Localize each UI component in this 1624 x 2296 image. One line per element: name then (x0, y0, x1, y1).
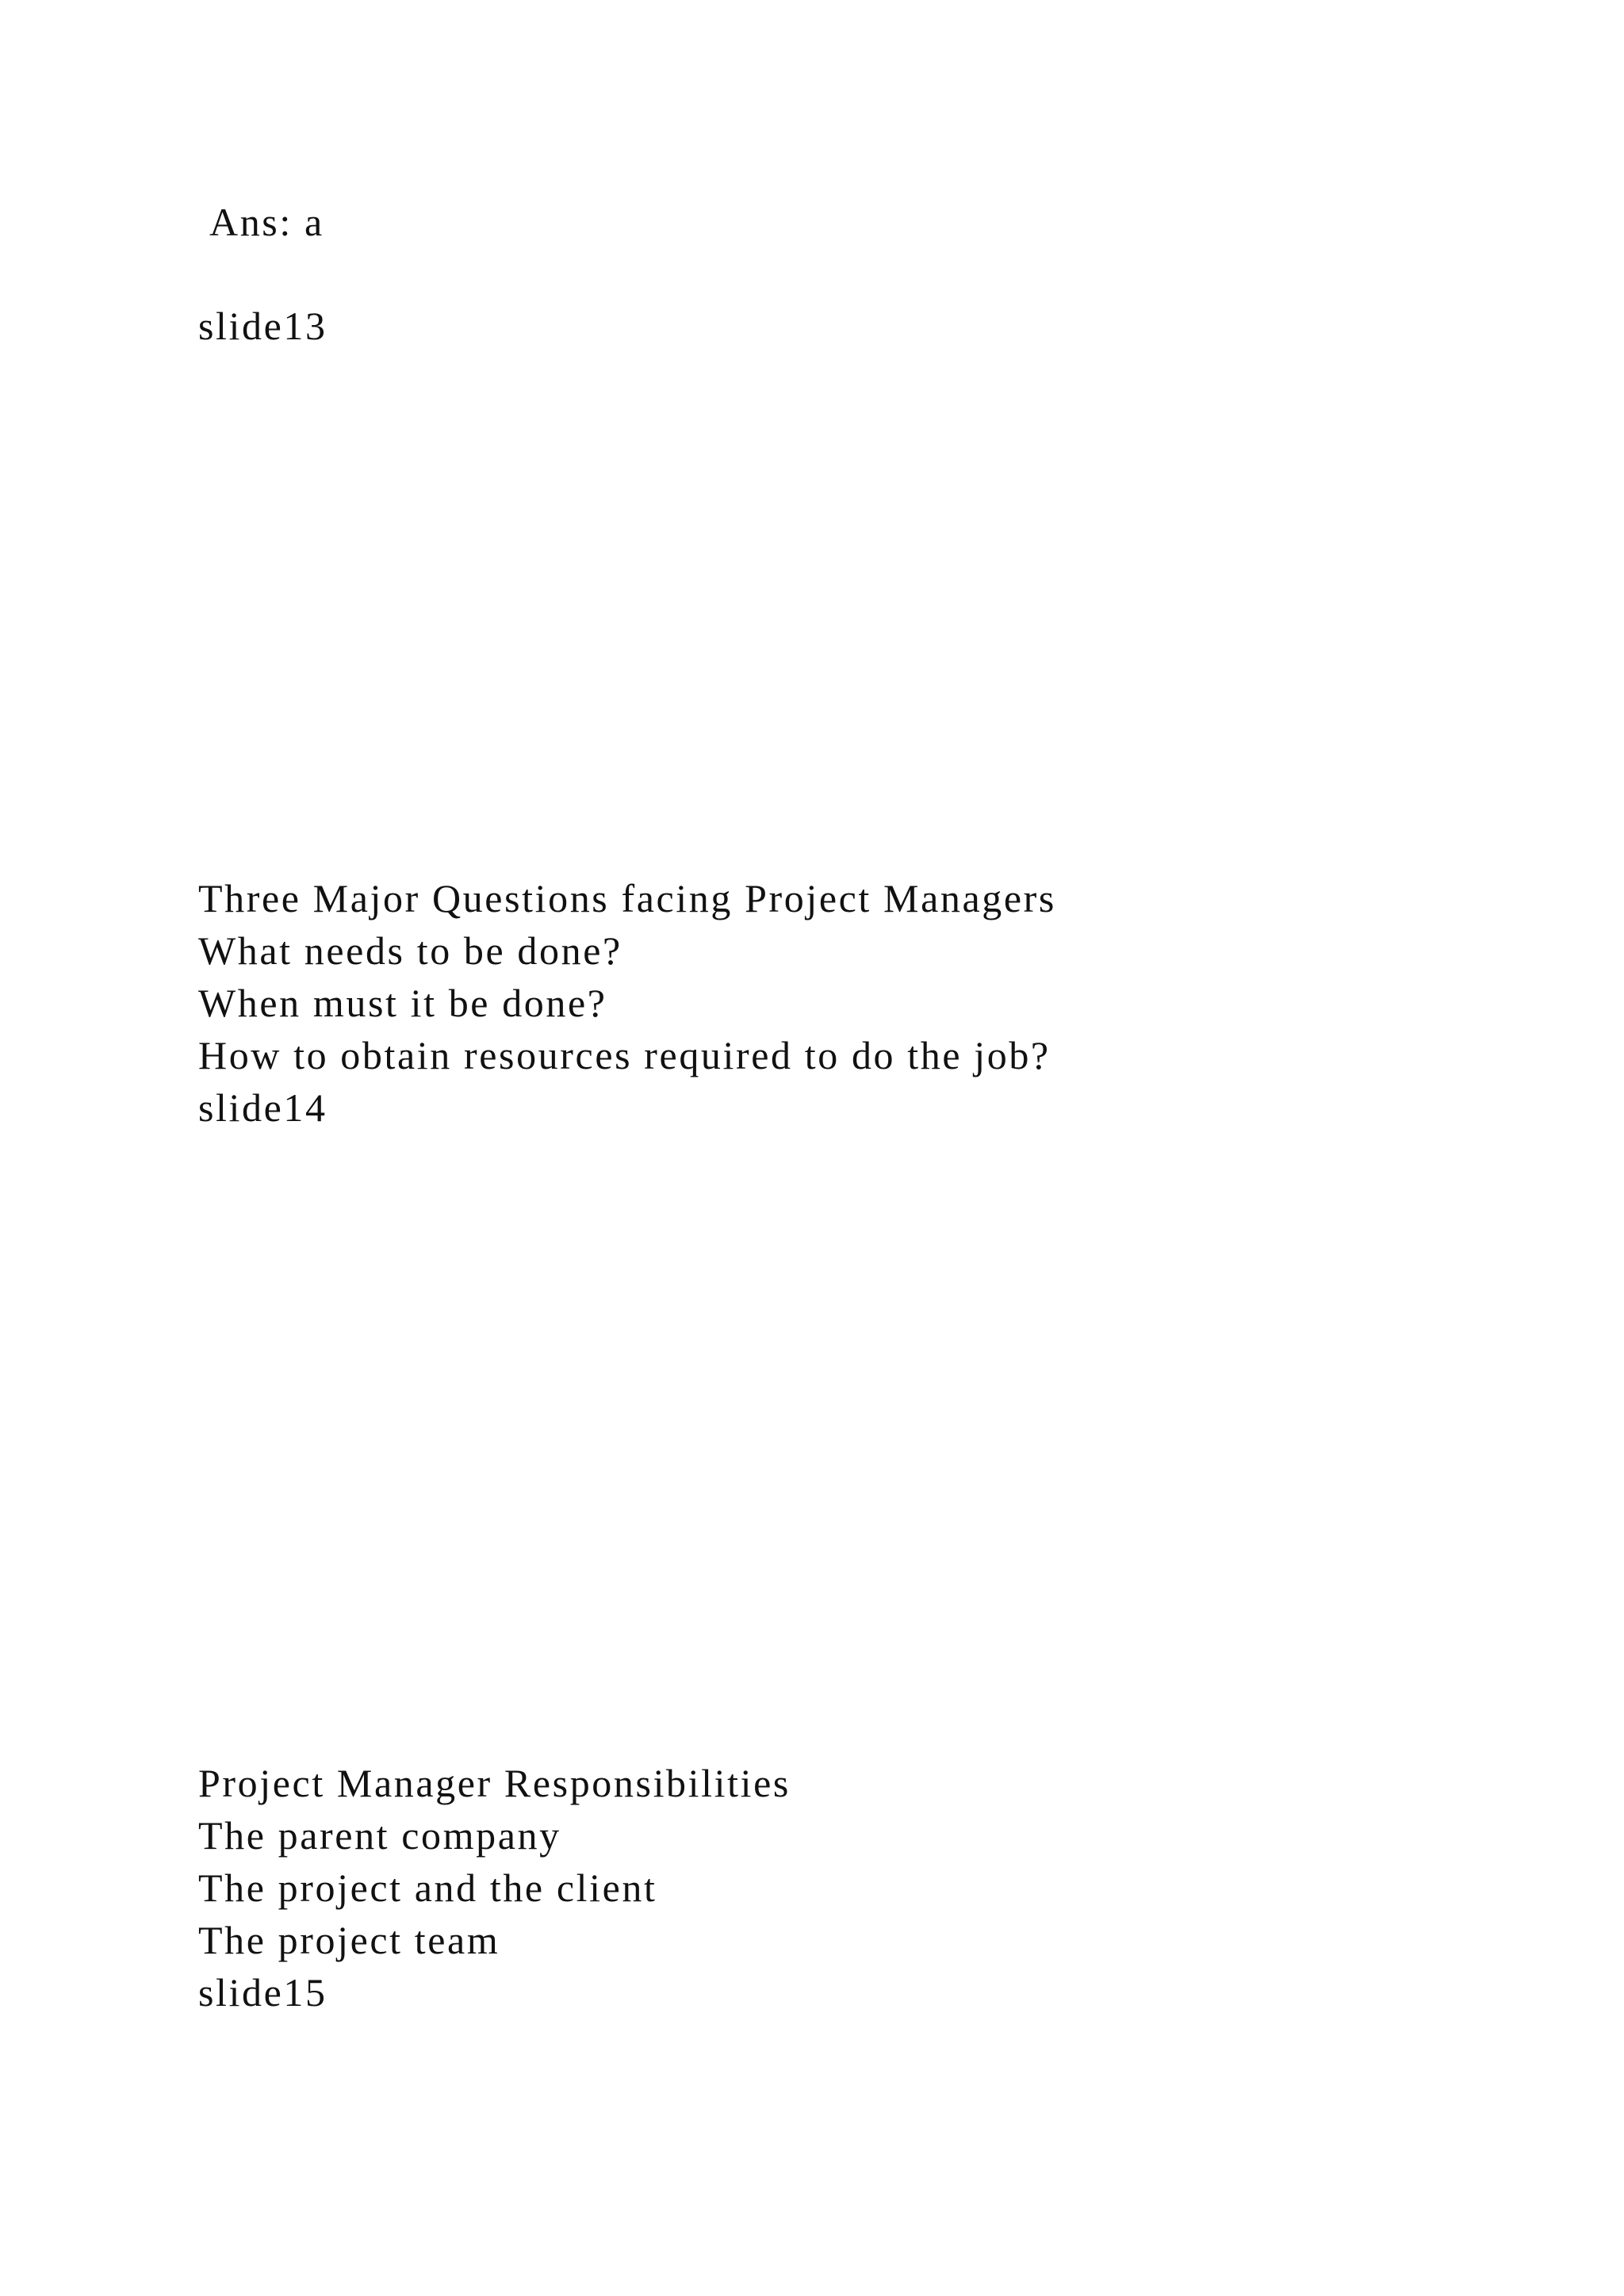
list-item: How to obtain resources required to do the job? (198, 1033, 1051, 1077)
responsibilities-section (198, 1757, 791, 2019)
list-item: The project team (198, 1918, 500, 1962)
section-title: Three Major Questions facing Project Managers (198, 876, 1056, 920)
questions-section (198, 872, 1056, 1134)
list-item: What needs to be done? (198, 928, 622, 973)
section-title: Project Manager Responsibilities (198, 1761, 791, 1805)
list-item: The parent company (198, 1813, 561, 1858)
list-item: When must it be done? (198, 981, 607, 1025)
answer-line: Ans: a (209, 200, 324, 244)
slide-label-15: slide15 (198, 1970, 327, 2015)
slide-label-13: slide13 (198, 304, 327, 348)
slide-label-14: slide14 (198, 1085, 327, 1130)
list-item: The project and the client (198, 1866, 657, 1910)
